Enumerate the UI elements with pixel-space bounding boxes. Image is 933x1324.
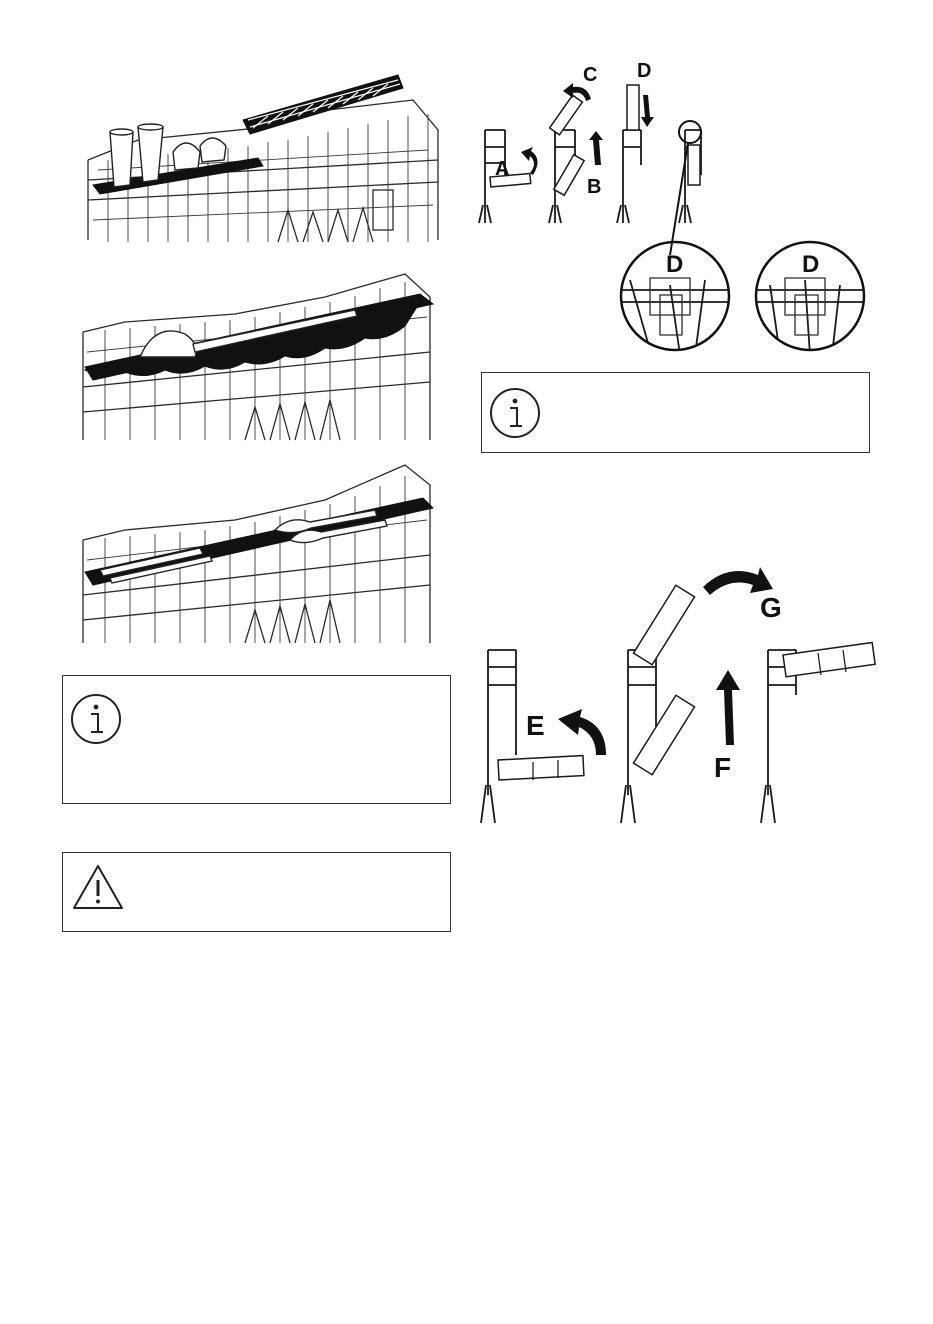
steps-diagram-bottom: [478, 555, 883, 830]
info-note-right: [481, 372, 870, 453]
info-note-left: [62, 675, 451, 804]
stand-3: [617, 85, 654, 223]
step-label-g: G: [760, 592, 782, 623]
step-label-c: C: [583, 64, 598, 86]
detail-circle-1: [615, 242, 735, 355]
info-icon: [488, 386, 542, 440]
stand-f: [621, 585, 740, 823]
step-label-b: B: [587, 176, 602, 198]
rack-wire-frame-3: [83, 465, 430, 643]
rack-illustration-ladle: [75, 262, 440, 442]
detail-label-2: D: [802, 251, 820, 278]
detail-label-1: D: [666, 251, 684, 278]
rack-illustration-cups: [78, 70, 448, 245]
info-icon: [69, 692, 123, 746]
step-label-e: E: [526, 710, 545, 741]
detail-circle-2: [750, 242, 870, 355]
step-label-d: D: [637, 60, 652, 82]
warning-note-left: [62, 852, 451, 932]
steps-diagram-top: [475, 55, 735, 230]
rack-illustration-cutlery: [75, 460, 440, 645]
step-label-f: F: [714, 752, 732, 783]
step-label-a: A: [495, 158, 510, 180]
stand-e: [481, 650, 606, 823]
warning-icon: [71, 863, 125, 911]
stand-4: [670, 121, 701, 255]
stand-2: [549, 83, 603, 223]
detail-circles: [610, 240, 880, 360]
